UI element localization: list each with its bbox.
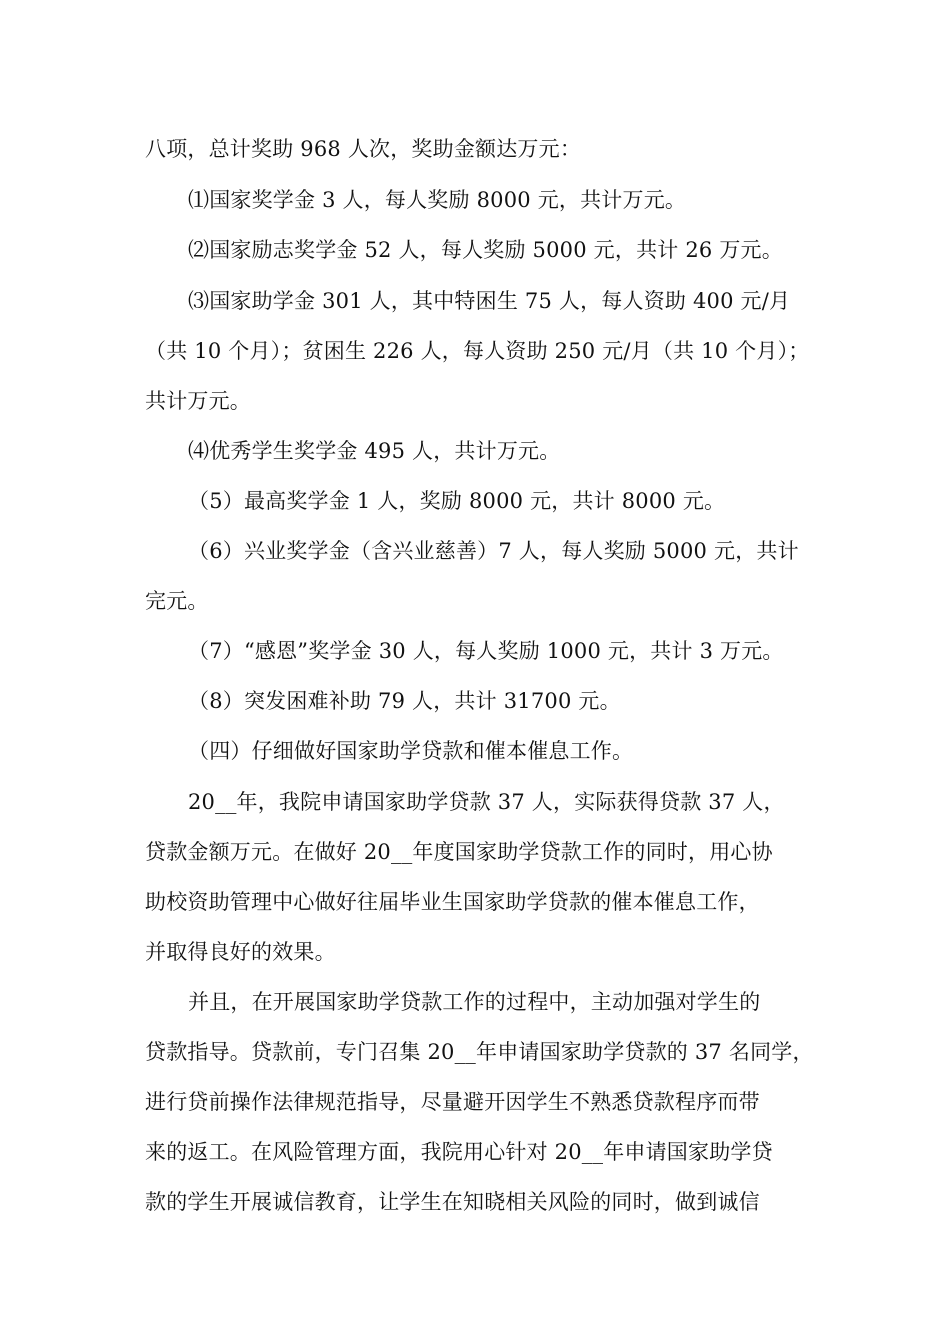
text-line: 进行贷前操作法律规范指导，尽量避开因学生不熟悉贷款程序而带 (145, 1090, 760, 1114)
text-line: ⑷优秀学生奖学金 495 人，共计万元。 (188, 439, 561, 463)
text-line: 八项，总计奖助 968 人次，奖助金额达万元： (145, 137, 582, 161)
text-line: 共计万元。 (145, 389, 251, 413)
text-line: （6）兴业奖学金（含兴业慈善）7 人，每人奖励 5000 元，共计 (188, 539, 799, 563)
text-line: ⑴国家奖学金 3 人，每人奖励 8000 元，共计万元。 (188, 188, 687, 212)
section-heading: （四）仔细做好国家助学贷款和催本催息工作。 (188, 739, 634, 763)
text-line: ⑵国家励志奖学金 52 人，每人奖励 5000 元，共计 26 万元。 (188, 238, 783, 262)
text-line: 贷款金额万元。在做好 20__年度国家助学贷款工作的同时，用心协 (145, 840, 773, 864)
text-line: （5）最高奖学金 1 人，奖励 8000 元，共计 8000 元。 (188, 489, 726, 513)
text-line: 款的学生开展诚信教育，让学生在知晓相关风险的同时，做到诚信 (145, 1190, 760, 1214)
text-line: （7）“感恩”奖学金 30 人，每人奖励 1000 元，共计 3 万元。 (188, 639, 784, 663)
text-line: （共 10 个月）；贫困生 226 人，每人资助 250 元/月（共 10 个月）； (145, 339, 810, 363)
text-line: 来的返工。在风险管理方面，我院用心针对 20__年申请国家助学贷 (145, 1140, 773, 1164)
text-line: 完元。 (145, 589, 209, 613)
text-line: （8）突发困难补助 79 人，共计 31700 元。 (188, 689, 621, 713)
text-line: 并且，在开展国家助学贷款工作的过程中，主动加强对学生的 (188, 990, 761, 1014)
text-line: ⑶国家助学金 301 人，其中特困生 75 人，每人资助 400 元/月 (188, 289, 791, 313)
text-line: 助校资助管理中心做好往届毕业生国家助学贷款的催本催息工作， (145, 890, 760, 914)
text-line: 贷款指导。贷款前，专门召集 20__年申请国家助学贷款的 37 名同学， (145, 1040, 814, 1064)
text-line: 并取得良好的效果。 (145, 940, 336, 964)
text-line: 20__年，我院申请国家助学贷款 37 人，实际获得贷款 37 人， (188, 790, 785, 814)
